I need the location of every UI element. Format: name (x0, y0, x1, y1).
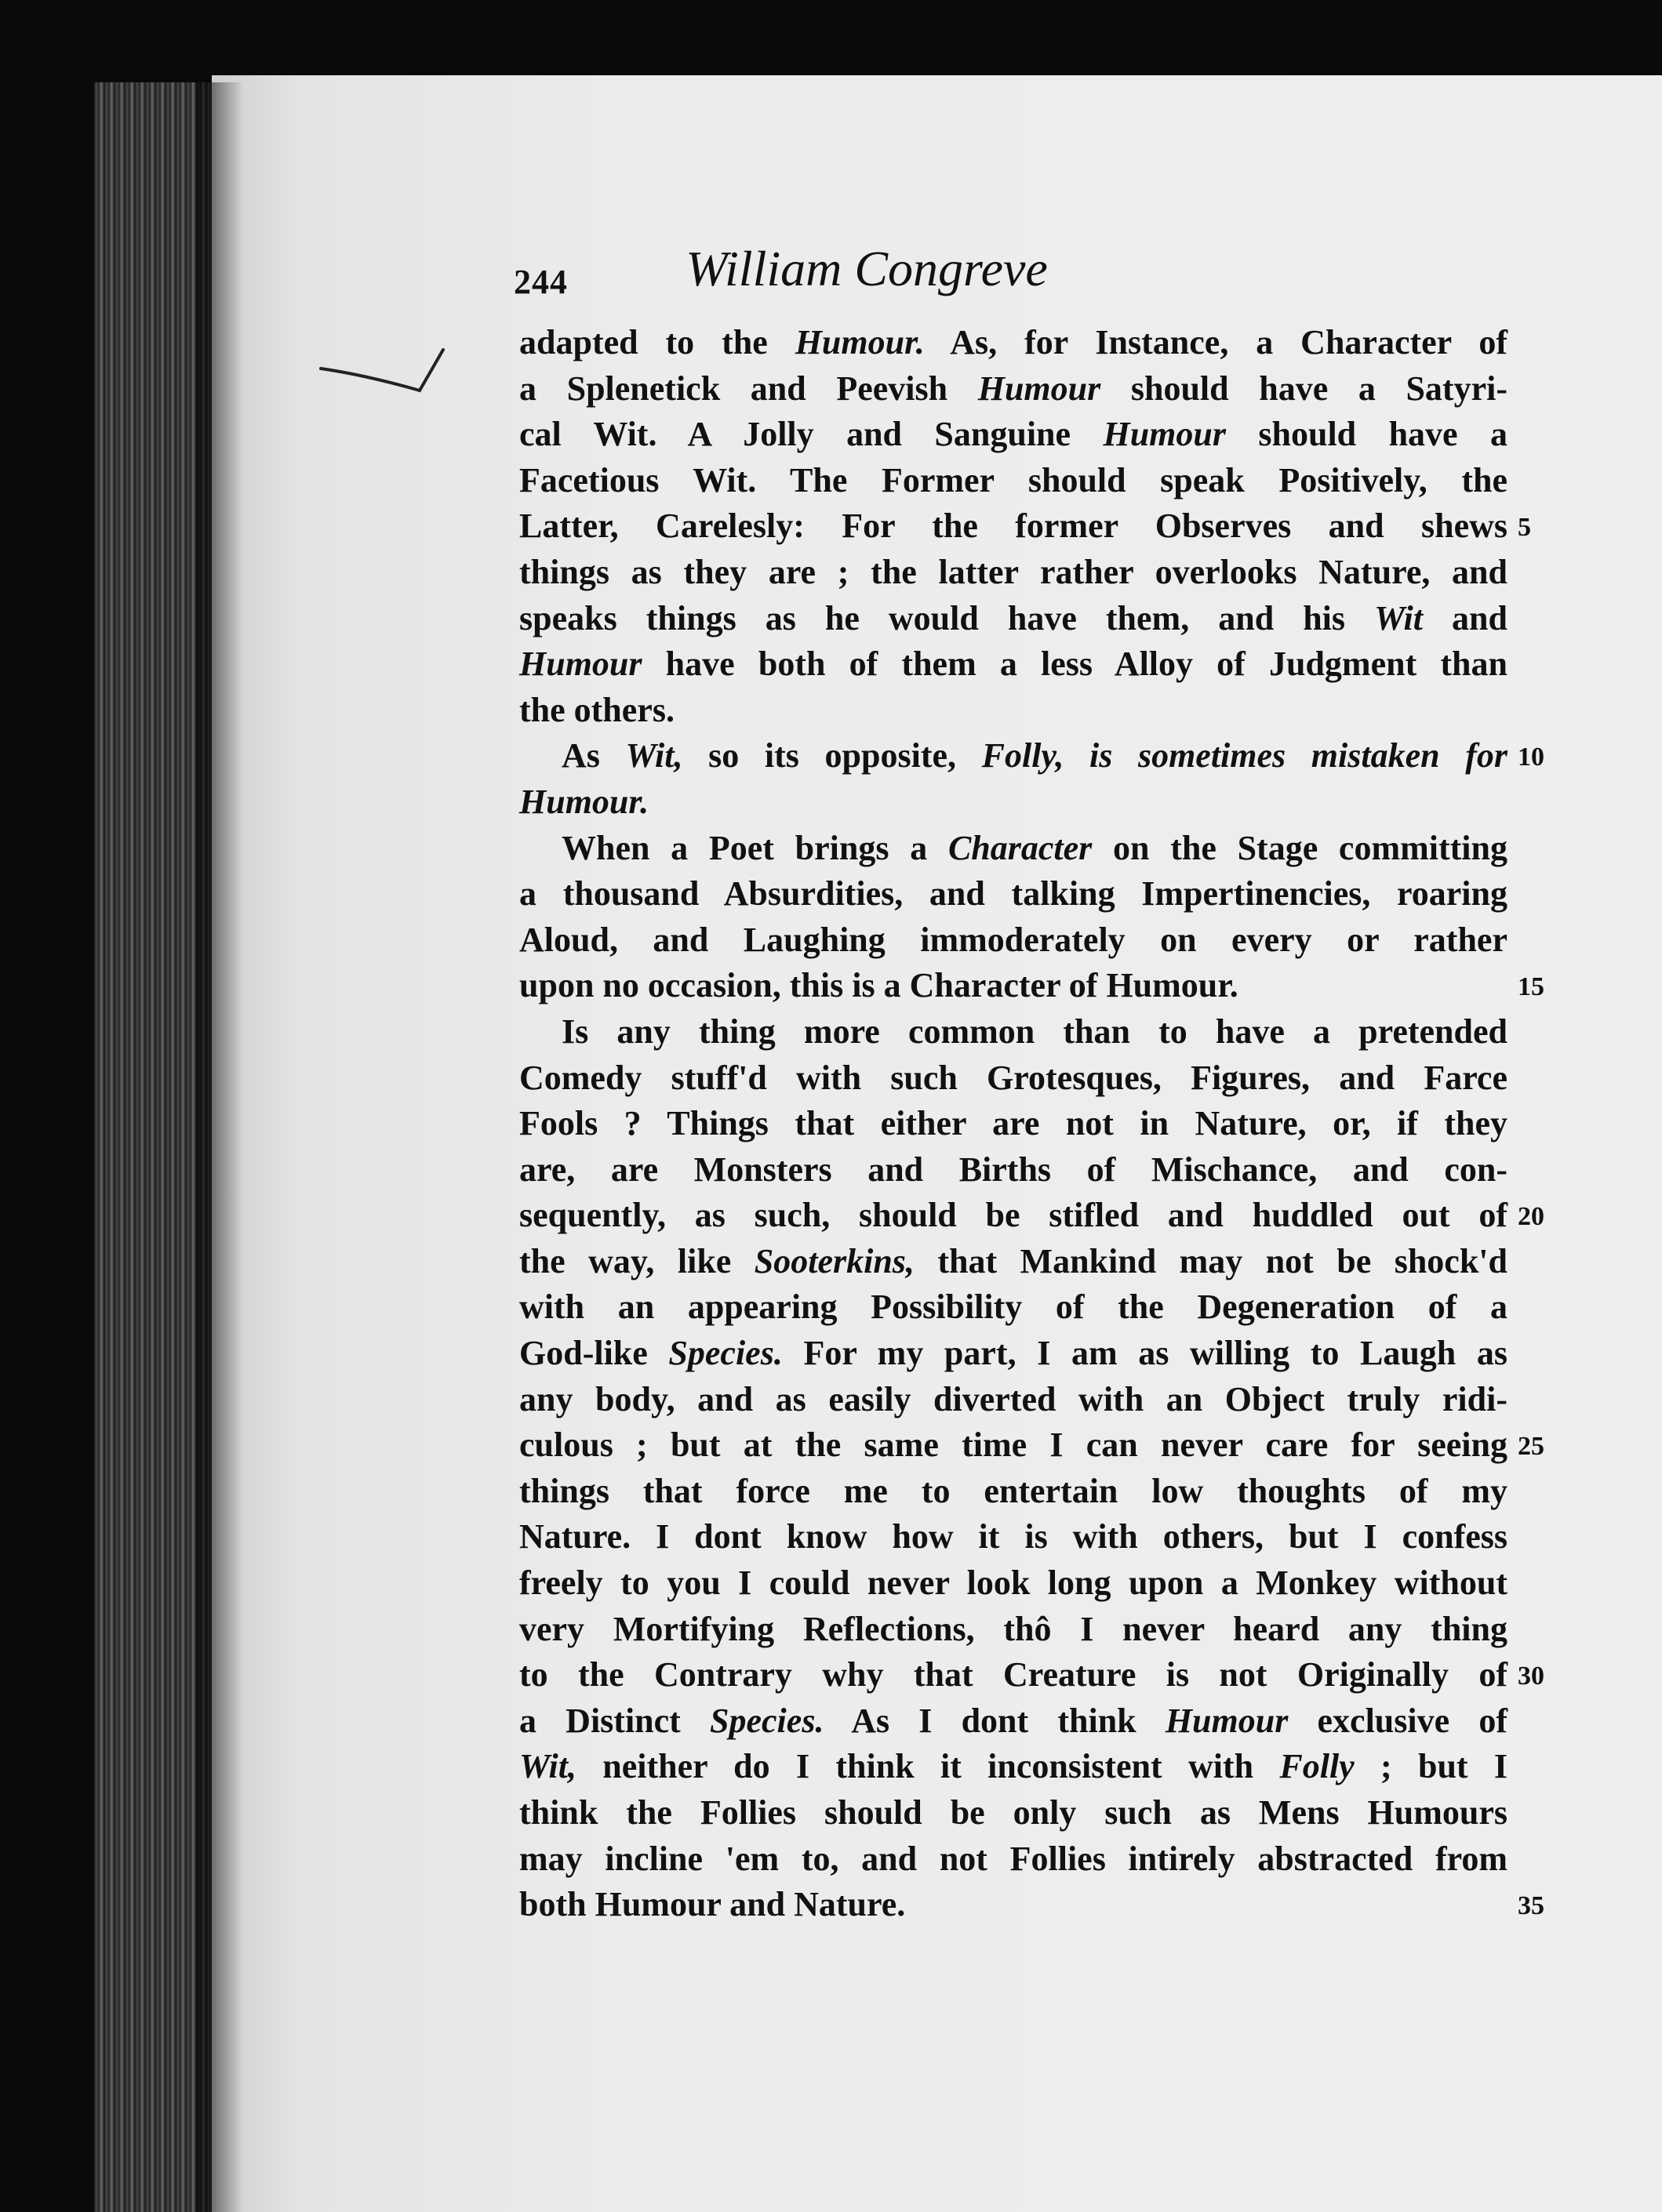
text-run: a Splenetick and Peevish (519, 369, 978, 408)
text-run: upon no occasion, this is a Character of Humour. (519, 966, 1238, 1005)
text-run: adapted to the (519, 323, 795, 361)
text-run: speaks things as he would have them, and his (519, 598, 1375, 637)
text-run: very Mortifying Reflections, thô I never heard any thing (519, 1609, 1507, 1648)
text-run: exclusive of (1288, 1701, 1507, 1740)
text-line (519, 1790, 1507, 1836)
margin-line-number: 35 (1518, 1891, 1544, 1921)
body-text (519, 320, 1507, 1928)
italic-text: Humour (1103, 415, 1226, 454)
margin-line-number: 5 (1518, 513, 1531, 543)
italic-text: Humour. (519, 782, 649, 821)
text-run: a Distinct (519, 1701, 711, 1740)
text-line (519, 871, 1507, 917)
italic-text: Species. (710, 1701, 824, 1740)
text-run: the way, like (519, 1241, 755, 1280)
italic-text: Humour. (795, 323, 925, 361)
text-run: Nature. I dont know how it is with others, but I confess (519, 1517, 1507, 1556)
text-run: freely to you I could never look long upon a Monkey without (519, 1564, 1507, 1603)
running-title: William Congreve (686, 241, 1048, 296)
text-run: culous ; but at the same time I can never care for seeing (519, 1426, 1507, 1465)
text-line (519, 1836, 1507, 1883)
text-run: ; but I (1354, 1747, 1507, 1786)
text-line (519, 458, 1507, 504)
margin-line-number: 20 (1518, 1202, 1544, 1232)
text-run: and (1423, 598, 1507, 637)
italic-text: Wit, (519, 1747, 576, 1786)
text-line (519, 688, 1507, 734)
text-run: on the Stage committing (1092, 828, 1507, 867)
text-line (519, 503, 1507, 550)
text-line (519, 320, 1507, 366)
gutter-shadow (196, 82, 243, 2212)
text-run: are, are Monsters and Births of Mischance, and con- (519, 1150, 1507, 1189)
text-line (519, 1882, 1507, 1928)
text-run: have both of them a less Alloy of Judgment than (642, 645, 1507, 684)
italic-text: Folly, is sometimes mistaken for (981, 736, 1507, 775)
text-line (519, 1469, 1507, 1515)
text-run: As, for Instance, a Character of (924, 323, 1507, 361)
text-run: any body, and as easily diverted with an Object truly ridi- (519, 1379, 1507, 1418)
text-run: Facetious Wit. The Former should speak Positively, the (519, 460, 1507, 499)
text-run: things that force me to entertain low thoughts of my (519, 1471, 1507, 1510)
margin-line-number: 30 (1518, 1662, 1544, 1691)
text-run: God-like (519, 1334, 669, 1373)
text-line (519, 1239, 1507, 1285)
text-line (519, 641, 1507, 688)
text-run: Is any thing more common than to have a pretended (562, 1012, 1507, 1051)
text-run: think the Follies should be only such as Mens Humours (519, 1793, 1507, 1832)
text-run: both Humour and Nature. (519, 1885, 906, 1924)
text-line (519, 550, 1507, 596)
italic-text: Humour (1165, 1701, 1289, 1740)
text-line (519, 1009, 1507, 1055)
text-line (519, 1514, 1507, 1560)
text-run: Comedy stuff'd with such Grotesques, Figures, and Farce (519, 1058, 1507, 1097)
text-line (519, 1284, 1507, 1331)
text-run: sequently, as such, should be stifled and huddled out of (519, 1196, 1507, 1235)
text-line (519, 1560, 1507, 1607)
text-run: a thousand Absurdities, and talking Impertinencies, roaring (519, 874, 1507, 913)
italic-text: Folly (1279, 1747, 1355, 1786)
text-run: neither do I think it inconsistent with (576, 1747, 1280, 1786)
text-line (519, 366, 1507, 412)
italic-text: Sooterkins, (754, 1241, 915, 1280)
text-run: For my part, I am as willing to Laugh as (782, 1334, 1508, 1373)
italic-text: Wit (1374, 598, 1424, 637)
text-line (519, 1422, 1507, 1469)
page-number: 244 (514, 263, 568, 301)
pencil-checkmark-icon (318, 345, 459, 408)
text-line (519, 1744, 1507, 1790)
text-line (519, 733, 1507, 779)
text-line (519, 1607, 1507, 1653)
text-run: that Mankind may not be shock'd (914, 1241, 1507, 1280)
text-line (519, 917, 1507, 964)
italic-text: Humour (977, 369, 1101, 408)
text-run: Latter, Carelesly: For the former Observes and shews (519, 507, 1507, 546)
text-line (519, 412, 1507, 458)
margin-line-number: 15 (1518, 972, 1544, 1002)
text-run: so its opposite, (682, 736, 982, 775)
margin-line-number: 25 (1518, 1432, 1544, 1462)
text-line (519, 1377, 1507, 1423)
text-run: cal Wit. A Jolly and Sanguine (519, 415, 1104, 454)
text-line (519, 779, 1507, 826)
text-line (519, 596, 1507, 642)
text-run: may incline 'em to, and not Follies intirely abstracted from (519, 1839, 1507, 1878)
text-run: As I dont think (824, 1701, 1166, 1740)
text-line (519, 1698, 1507, 1745)
italic-text: Wit, (625, 736, 683, 775)
italic-text: Species. (668, 1334, 783, 1373)
italic-text: Humour (519, 645, 642, 684)
text-line (519, 826, 1507, 872)
text-run: As (562, 736, 626, 775)
italic-text: Character (947, 828, 1093, 867)
text-line (519, 1652, 1507, 1698)
text-run: things as they are ; the latter rather overlooks Nature, and (519, 552, 1507, 591)
text-line (519, 1055, 1507, 1102)
text-run: When a Poet brings a (562, 828, 948, 867)
text-run: the others. (519, 690, 675, 729)
margin-line-number: 10 (1518, 743, 1544, 772)
text-run: to the Contrary why that Creature is not Originally of (519, 1655, 1507, 1694)
text-line (519, 1331, 1507, 1377)
text-run: should have a Satyri- (1100, 369, 1507, 408)
text-run: Aloud, and Laughing immoderately on every or rather (519, 920, 1507, 959)
text-line (519, 1193, 1507, 1239)
text-line (519, 1101, 1507, 1147)
text-line (519, 1147, 1507, 1193)
text-run: with an appearing Possibility of the Degeneration of a (519, 1288, 1507, 1327)
text-run: should have a (1225, 415, 1507, 454)
page-header (514, 235, 1220, 306)
text-line (519, 963, 1507, 1009)
text-run: Fools ? Things that either are not in Nature, or, if they (519, 1104, 1507, 1143)
